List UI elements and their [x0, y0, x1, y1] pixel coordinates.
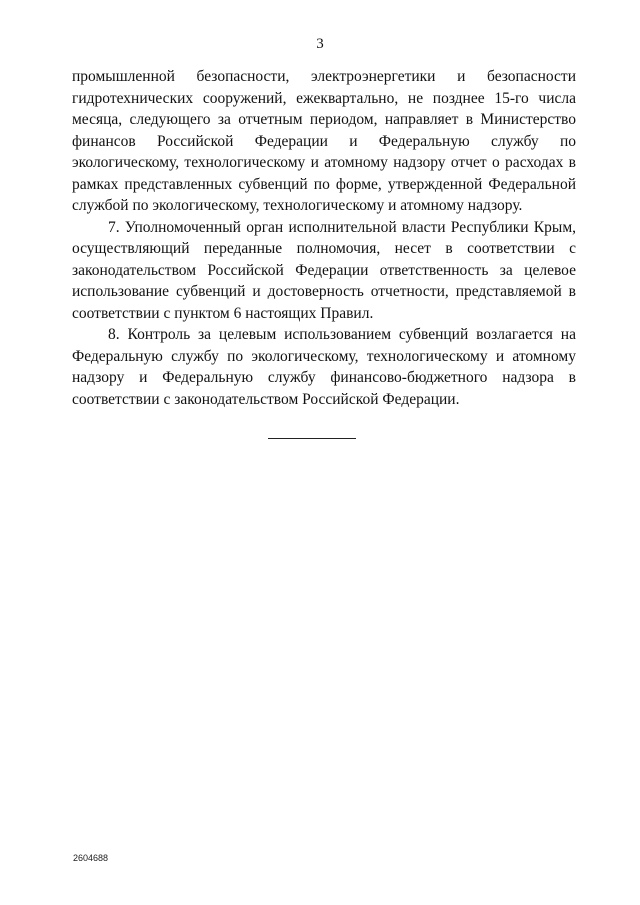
- paragraph-item-7: 7. Уполномоченный орган исполнительной власти Республики Крым, осуществляющий переданные полномочия, несет в соответствии с законодательством Российской Федерации ответственность за целевое использование субвенций и достоверность отчетности, представляемой в соответствии с пунктом 6 настоящих Правил.: [72, 218, 576, 322]
- document-body: [72, 66, 576, 410]
- paragraph-item-8: 8. Контроль за целевым использованием субвенций возлагается на Федеральную службу по экологическому, технологическому и атомному надзору и Федеральную службу финансово-бюджетного надзора в соответствии с законодательством Российской Федерации.: [72, 326, 576, 408]
- paragraph-continuation: промышленной безопасности, электроэнергетики и безопасности гидротехнических сооружений, ежеквартально, не позднее 15-го числа месяца, следующего за отчетным периодом, направляет в Министерство финансов Российской Федерации и Федеральную службу по экологическому, технологическому и атомному надзору отчет о расходах в рамках представленных субвенций по форме, утвержденной Федеральной службой по экологическому, технологическому и атомному надзору.: [72, 68, 576, 214]
- end-separator-line: [268, 438, 356, 439]
- page-number: 3: [316, 36, 324, 52]
- document-code: 2604688: [73, 853, 109, 863]
